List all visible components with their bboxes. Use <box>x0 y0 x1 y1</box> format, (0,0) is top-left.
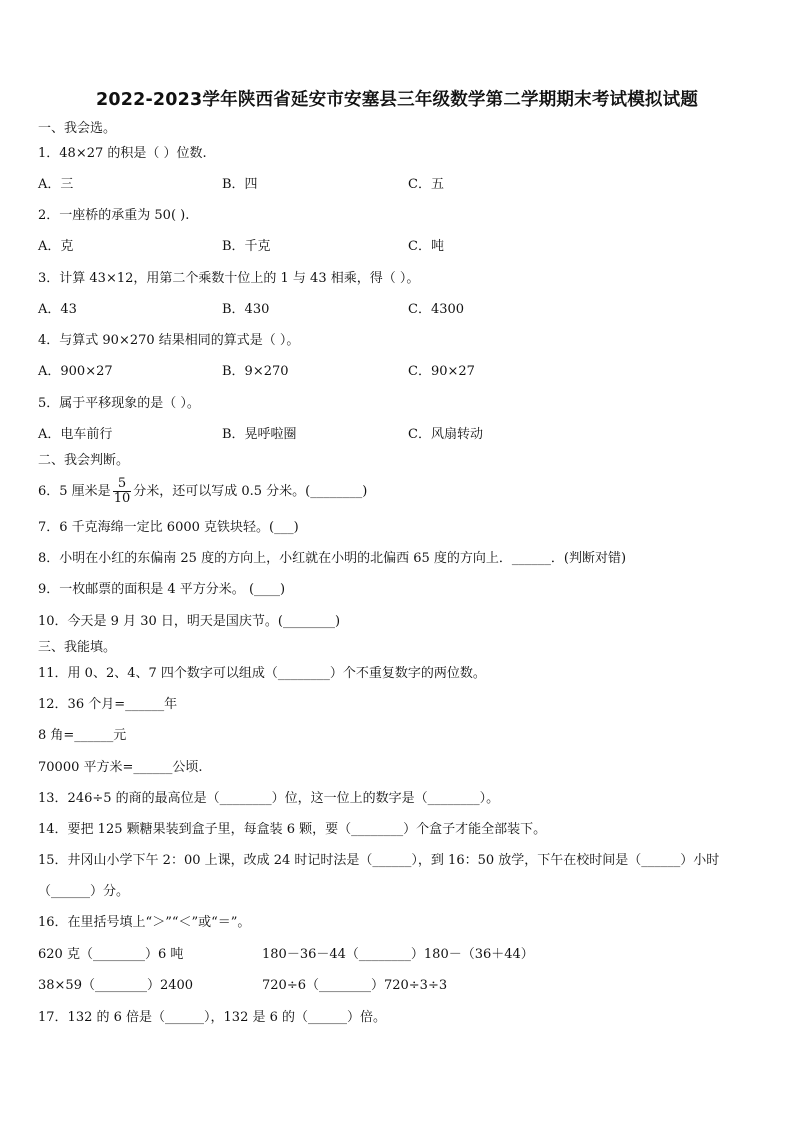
question-3: 3．计算 43×12，用第二个乘数十位上的 1 与 43 相乘，得（ ）。 <box>38 271 420 286</box>
section-heading-judge: 二、我会判断。 <box>38 453 130 468</box>
question-6 <box>38 476 367 508</box>
question-4-options <box>38 364 758 380</box>
question-17: 17．132 的 6 倍是（______），132 是 6 的（______）倍。 <box>38 1010 387 1025</box>
fraction <box>113 477 132 506</box>
option-b: B．千克 <box>222 239 271 254</box>
fraction-denominator: 10 <box>113 491 131 506</box>
option-c: C．4300 <box>408 302 465 317</box>
question-13: 13．246÷5 的商的最高位是（________）位，这一位上的数字是（________）。 <box>38 791 500 806</box>
option-b: B．晃呼啦圈 <box>222 427 297 442</box>
question-6-prefix: 6．5 厘米是 <box>38 484 111 499</box>
question-12-line-2: 8 角=______元 <box>38 728 127 743</box>
question-9: 9．一枚邮票的面积是 4 平方分米。 (____) <box>38 582 286 597</box>
question-15-line-1: 15．井冈山小学下午 2：00 上课，改成 24 时记时法是（______），到 16：50 放学，下午在校时间是（______）小时 <box>38 853 720 868</box>
section-heading-choice: 一、我会选。 <box>38 121 117 136</box>
question-5-options <box>38 427 758 443</box>
question-12-line-1: 12．36 个月=______年 <box>38 697 178 712</box>
option-c: C．90×27 <box>408 364 475 379</box>
option-c: C．风扇转动 <box>408 427 483 442</box>
question-4: 4．与算式 90×270 结果相同的算式是（ ）。 <box>38 333 300 348</box>
option-c: C．吨 <box>408 239 444 254</box>
option-b: B．9×270 <box>222 364 289 379</box>
question-10: 10．今天是 9 月 30 日，明天是国庆节。(________) <box>38 614 341 629</box>
option-c: C．五 <box>408 177 444 192</box>
question-2: 2．一座桥的承重为 50( ). <box>38 208 190 223</box>
question-14: 14．要把 125 颗糖果装到盒子里，每盒装 6 颗，要（________）个盒子才能全部装下。 <box>38 822 547 837</box>
section-heading-fill: 三、我能填。 <box>38 640 117 655</box>
option-b: B．四 <box>222 177 258 192</box>
question-1: 1．48×27 的积是（ ）位数. <box>38 146 207 161</box>
compare-item-2: 180－36－44（________）180－（36＋44） <box>262 947 534 962</box>
option-a: A．900×27 <box>38 364 113 379</box>
question-15-line-2: （______）分。 <box>38 884 130 899</box>
fraction-numerator: 5 <box>113 477 132 492</box>
option-a: A．克 <box>38 239 74 254</box>
option-b: B．430 <box>222 302 270 317</box>
question-1-options <box>38 177 758 193</box>
question-16: 16．在里括号填上“＞”“＜”或“＝”。 <box>38 915 251 930</box>
exam-title: 2022-2023学年陕西省延安市安塞县三年级数学第二学期期末考试模拟试题 <box>95 90 699 110</box>
question-11: 11．用 0、2、4、7 四个数字可以组成（________）个不重复数字的两位数。 <box>38 666 486 681</box>
compare-item-1: 620 克（________）6 吨 <box>38 947 184 962</box>
question-7: 7．6 千克海绵一定比 6000 克铁块轻。(___) <box>38 520 299 535</box>
compare-item-3: 38×59（________）2400 <box>38 978 194 993</box>
question-2-options <box>38 239 758 255</box>
question-3-options <box>38 302 758 318</box>
question-6-suffix: 分米，还可以写成 0.5 分米。(________) <box>133 484 368 499</box>
compare-item-4: 720÷6（________）720÷3÷3 <box>262 978 448 993</box>
option-a: A．43 <box>38 302 77 317</box>
question-8: 8．小明在小红的东偏南 25 度的方向上，小红就在小明的北偏西 65 度的方向上．______．(判断对错) <box>38 551 627 566</box>
question-5: 5．属于平移现象的是（ ）。 <box>38 396 200 411</box>
question-12-line-3: 70000 平方米=______公顷. <box>38 760 203 775</box>
option-a: A．三 <box>38 177 74 192</box>
option-a: A．电车前行 <box>38 427 113 442</box>
